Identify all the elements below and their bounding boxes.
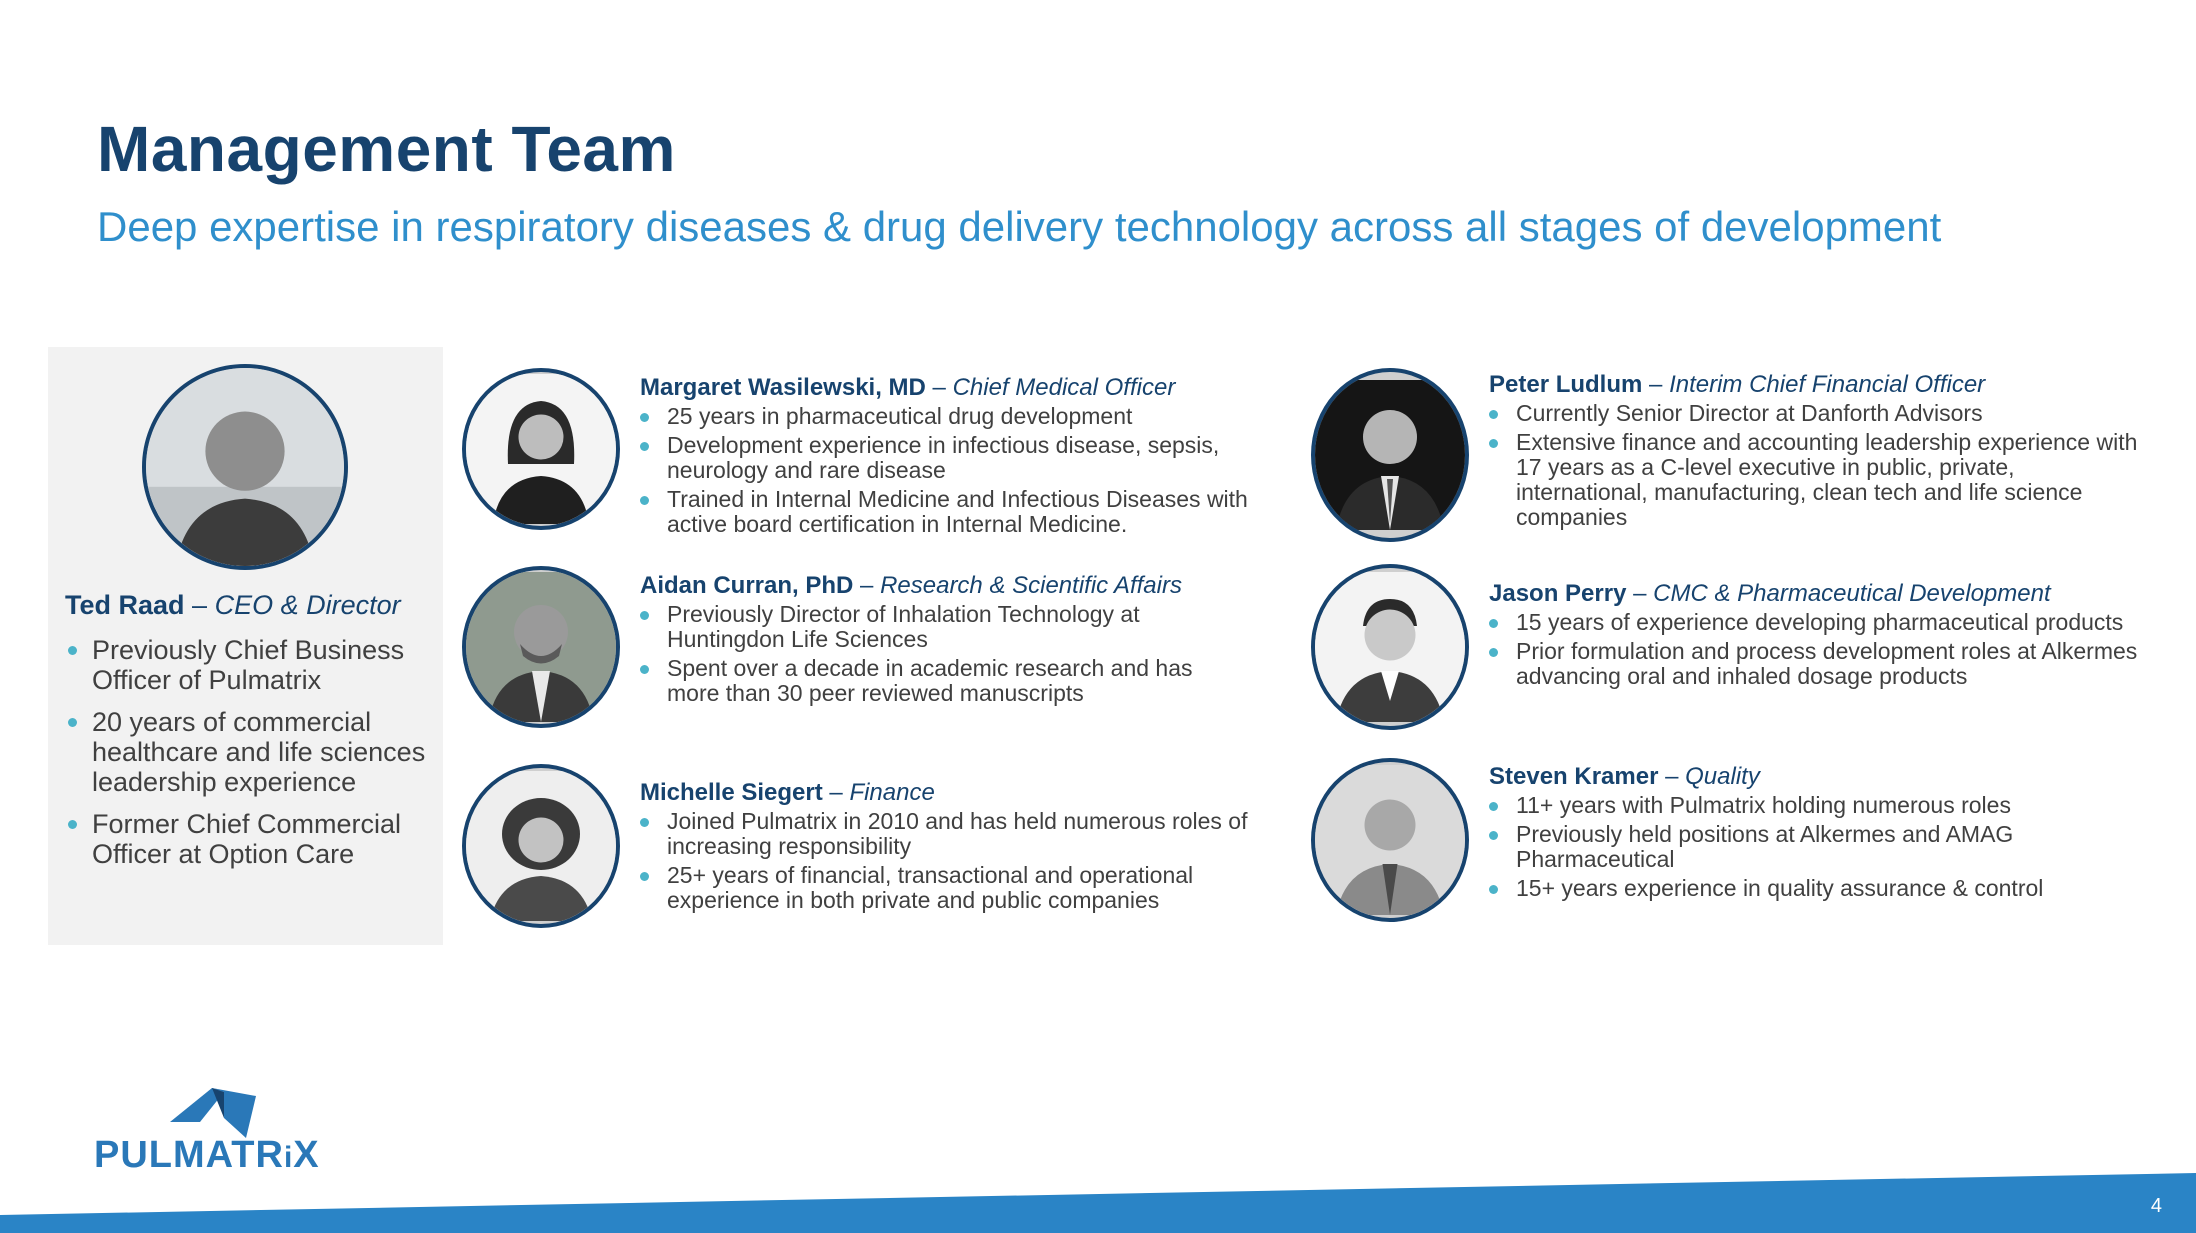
member-header (640, 779, 1260, 807)
member-header (1489, 763, 2139, 791)
ceo-header (65, 590, 435, 621)
ceo-photo (142, 364, 348, 570)
logo-text-end: X (293, 1134, 320, 1176)
member-bullets (640, 602, 1230, 706)
person-silhouette-icon (146, 368, 344, 566)
logo-mark-icon (160, 1082, 260, 1140)
member-header (640, 374, 1280, 402)
member-name: Jason Perry (1489, 580, 1627, 607)
member-header (1489, 580, 2139, 608)
person-silhouette-icon (1315, 568, 1465, 726)
member-name: Margaret Wasilewski, MD (640, 374, 926, 401)
person-silhouette-icon (1315, 762, 1465, 918)
team-photo-perry (1311, 564, 1469, 730)
member-dash: – (860, 572, 874, 599)
person-silhouette-icon (466, 570, 616, 724)
person-silhouette-icon (1315, 372, 1465, 538)
team-photo-siegert (462, 764, 620, 928)
ceo-role: CEO & Director (214, 590, 401, 620)
team-photo-wasilewski (462, 368, 620, 530)
ceo-name: Ted Raad (65, 590, 185, 620)
member-dash: – (1649, 371, 1663, 398)
pulmatrix-logo (94, 1082, 374, 1176)
ceo-bullet: Previously Chief Business Officer of Pulmatrix (68, 635, 428, 695)
team-photo-curran (462, 566, 620, 728)
team-member-siegert (640, 779, 1260, 917)
member-bullet: Currently Senior Director at Danforth Advisors (1489, 401, 2139, 426)
slide-title: Management Team (97, 113, 676, 185)
member-role: CMC & Pharmaceutical Development (1653, 580, 2051, 607)
member-name: Michelle Siegert (640, 779, 823, 806)
ceo-bullet: 20 years of commercial healthcare and life sciences leadership experience (68, 707, 428, 797)
member-name: Steven Kramer (1489, 763, 1659, 790)
team-member-perry (1489, 580, 2139, 693)
member-bullet: Development experience in infectious disease, sepsis, neurology and rare disease (640, 433, 1280, 483)
team-member-wasilewski (640, 374, 1280, 541)
member-bullet: Previously Director of Inhalation Technology at Huntingdon Life Sciences (640, 602, 1230, 652)
member-name: Aidan Curran, PhD (640, 572, 854, 599)
member-role: Quality (1685, 763, 1760, 790)
member-bullet: 11+ years with Pulmatrix holding numerous roles (1489, 793, 2139, 818)
member-dash: – (1633, 580, 1647, 607)
member-dash: – (829, 779, 843, 806)
member-role: Interim Chief Financial Officer (1669, 371, 1986, 398)
member-bullets (640, 809, 1260, 913)
person-silhouette-icon (466, 768, 616, 924)
member-name: Peter Ludlum (1489, 371, 1643, 398)
team-member-kramer (1489, 763, 2139, 905)
member-dash: – (1665, 763, 1679, 790)
person-silhouette-icon (466, 372, 616, 526)
slide-subtitle: Deep expertise in respiratory diseases & drug delivery technology across all stages of development (97, 203, 1942, 250)
ceo-bullet: Former Chief Commercial Officer at Option Care (68, 809, 428, 869)
member-bullet: Extensive finance and accounting leadership experience with 17 years as a C-level executive in public, private, international, manufacturing, clean tech and life science companies (1489, 430, 2139, 530)
team-photo-ludlum (1311, 368, 1469, 542)
ceo-bullets (68, 635, 428, 881)
team-photo-kramer (1311, 758, 1469, 922)
member-header (640, 572, 1230, 600)
member-bullet: 15 years of experience developing pharmaceutical products (1489, 610, 2139, 635)
page-number: 4 (2150, 1195, 2162, 1217)
ceo-dash: – (192, 590, 208, 620)
member-bullet: Trained in Internal Medicine and Infectious Diseases with active board certification in Internal Medicine. (640, 487, 1280, 537)
logo-text-i: i (283, 1141, 294, 1174)
member-header (1489, 371, 2139, 399)
member-bullet: 25+ years of financial, transactional and operational experience in both private and public companies (640, 863, 1260, 913)
member-role: Finance (849, 779, 935, 806)
member-bullet: Joined Pulmatrix in 2010 and has held numerous roles of increasing responsibility (640, 809, 1260, 859)
member-role: Chief Medical Officer (952, 374, 1176, 401)
member-bullet: Previously held positions at Alkermes and AMAG Pharmaceutical (1489, 822, 2139, 872)
member-dash: – (932, 374, 946, 401)
member-role: Research & Scientific Affairs (880, 572, 1182, 599)
team-member-ludlum (1489, 371, 2139, 534)
footer-bar (0, 1163, 2196, 1233)
logo-text-main: PULMATR (94, 1134, 284, 1176)
member-bullets (1489, 610, 2139, 689)
member-bullet: Prior formulation and process development roles at Alkermes advancing oral and inhaled dosage products (1489, 639, 2139, 689)
team-member-curran (640, 572, 1230, 710)
member-bullet: Spent over a decade in academic research and has more than 30 peer reviewed manuscripts (640, 656, 1230, 706)
member-bullet: 25 years in pharmaceutical drug development (640, 404, 1280, 429)
member-bullets (1489, 401, 2139, 530)
member-bullet: 15+ years experience in quality assurance & control (1489, 876, 2139, 901)
member-bullets (640, 404, 1280, 537)
member-bullets (1489, 793, 2139, 901)
